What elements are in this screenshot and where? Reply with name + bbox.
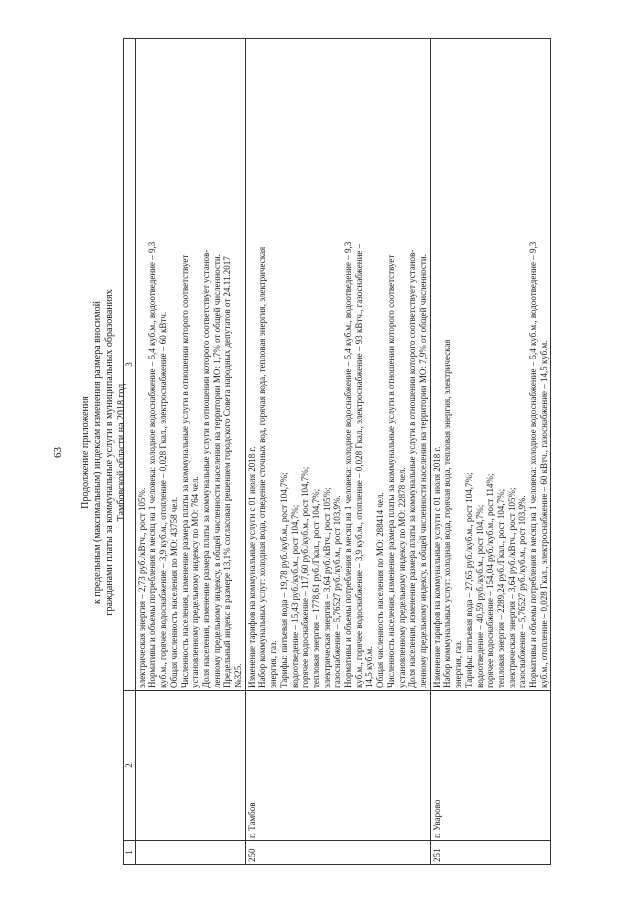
text-line: электрическая энергия – 2,73 руб./кВтч., рост 105%. xyxy=(136,487,147,688)
text-line: Общая численность населения по МО: 43758 чел. xyxy=(168,496,179,688)
text-line: газоснабжение – 5,76527 руб./куб.м., рост 103,9%. xyxy=(332,495,343,688)
header-line: к предельным (максимальным) индексам изменения размера вносимой xyxy=(92,301,103,604)
column-header: 3 xyxy=(124,39,136,691)
text-line: куб.м., горячее водоснабжение – 3,9 куб.м., отопление – 0,028 Гкал., электроснабжение – 93 кВтч., газоснабжение – xyxy=(353,243,364,688)
text-line: газоснабжение – 5,76527 руб./куб.м., рост 103,9%. xyxy=(517,495,528,688)
text-line: Нормативы и объемы потребления в месяц на 1 человека: холодное водоснабжение – 5,4 куб.м., водоотведение – 9,3 xyxy=(147,241,158,688)
column-header: 1 xyxy=(124,841,136,865)
text-line: Набор коммунальных услуг: холодная вода, отведение сточных вод, горячая вода, тепловая энергия, электрическая xyxy=(257,246,268,688)
row-number: 250 xyxy=(245,841,430,865)
municipality-name: г. Уварово xyxy=(430,691,551,841)
text-line: электрическая энергия – 3,64 руб./кВтч., рост 105%; xyxy=(506,487,517,688)
text-line: Нормативы и объемы потребления в месяц на 1 человека: холодное водоснабжение – 5,4 куб.м., водоотведение – 9,3 xyxy=(528,241,539,688)
text-line: Общая численность населения по МО: 288414 чел. xyxy=(375,492,386,688)
text-line: тепловая энергия – 2289,24 руб./Гкал., рост 104,7%; xyxy=(495,488,506,688)
table-row xyxy=(430,39,551,865)
column-number-row xyxy=(124,39,136,865)
description-cell xyxy=(245,39,430,691)
text-line: 14,5 куб.м. xyxy=(364,646,375,688)
text-line: установленному предельному индексу по МО: 22878 чел. xyxy=(396,467,407,688)
description-cell xyxy=(430,39,551,691)
text-line: ленному предельному индексу, в общей численности населения на территории МО: 7,9% от общей численности. xyxy=(417,254,428,688)
text-line: водоотведение – 15,43 руб./куб.м., рост 104,7%; xyxy=(289,504,300,688)
description-cell xyxy=(135,39,245,691)
header-line: Тамбовской области на 2018 год xyxy=(116,383,127,522)
text-line: Численность населения, изменение размера платы за коммунальные услуги в отношении которого соответствует xyxy=(179,254,190,688)
text-line: Тарифы: питьевая вода – 27,65 руб./куб.м., рост 104,7%; xyxy=(463,472,474,688)
column-header: 2 xyxy=(124,691,136,841)
page-number: 63 xyxy=(52,447,64,458)
appendix-header xyxy=(80,40,128,865)
text-line: Доля населения, изменение размера платы за коммунальные услуги в отношении которого соответствует установ- xyxy=(407,249,418,688)
text-line: Изменение тарифов на коммунальные услуги с 01 июля 2018 г. xyxy=(246,446,257,688)
text-line: тепловая энергия – 1778,61 руб./Гкал., рост 104,7%; xyxy=(310,488,321,688)
table-row xyxy=(245,39,430,865)
text-line: энергия, газ. xyxy=(453,640,464,688)
text-line: Изменение тарифов на коммунальные услуги с 01 июля 2018 г. xyxy=(431,446,442,688)
text-line: куб.м., горячее водоснабжение – 3,9 куб.м., отопление – 0,028 Гкал., электроснабжение – 60 кВтч. xyxy=(158,311,169,688)
text-line: Предельный индекс в размере 13,1% согласован решением городского Совета народных депутатов от 24.11.2017 xyxy=(222,256,233,688)
text-line: горячее водоснабжение – 117,60 руб./куб.м., рост 104,7%; xyxy=(300,466,311,688)
text-line: Доля населения, изменение размера платы за коммунальные услуги в отношении которого соответствует установ- xyxy=(200,249,211,688)
text-line: ленному предельному индексу, в общей численности населения на территории МО: 1,7% от общей численности. xyxy=(211,254,222,688)
row-number: 251 xyxy=(430,841,551,865)
text-line: горячее водоснабжение – 154,04 руб./куб.м., рост 114%; xyxy=(485,473,496,688)
header-line: гражданами платы за коммунальные услуги в муниципальных образованиях xyxy=(104,289,115,616)
header-line: Продолжение приложения xyxy=(80,396,91,509)
tariff-table xyxy=(123,38,551,865)
text-line: Нормативы и объемы потребления в месяц на 1 человека: холодное водоснабжение – 5,4 куб.м., водоотведение – 9,3 xyxy=(343,241,354,688)
text-line: установленному предельному индексу по МО: 764 чел. xyxy=(190,476,201,688)
municipality-name: г. Тамбов xyxy=(245,691,430,841)
table-row-continued xyxy=(135,39,245,865)
text-line: водоотведение – 40,59 руб./куб.м., рост 104,7%; xyxy=(474,504,485,688)
number-cell xyxy=(135,841,245,865)
text-line: электрическая энергия – 3,64 руб./кВтч., рост 105%; xyxy=(321,487,332,688)
text-line: энергия, газ. xyxy=(268,640,279,688)
municipality-cell xyxy=(135,691,245,841)
text-line: куб.м., отопление – 0,028 Гкал., электроснабжение – 60 кВтч., газоснабжение – 14,5 куб.м. xyxy=(538,340,549,688)
text-line: №325. xyxy=(233,663,244,688)
text-line: Тарифы: питьевая вода – 19,78 руб./куб.м., рост 104,7%; xyxy=(278,472,289,688)
text-line: Численность населения, изменение размера платы за коммунальные услуги в отношении которого соответствует xyxy=(385,254,396,688)
text-line: Набор коммунальных услуг: холодная вода, горячая вода, тепловая энергия, электрическая xyxy=(442,339,453,688)
